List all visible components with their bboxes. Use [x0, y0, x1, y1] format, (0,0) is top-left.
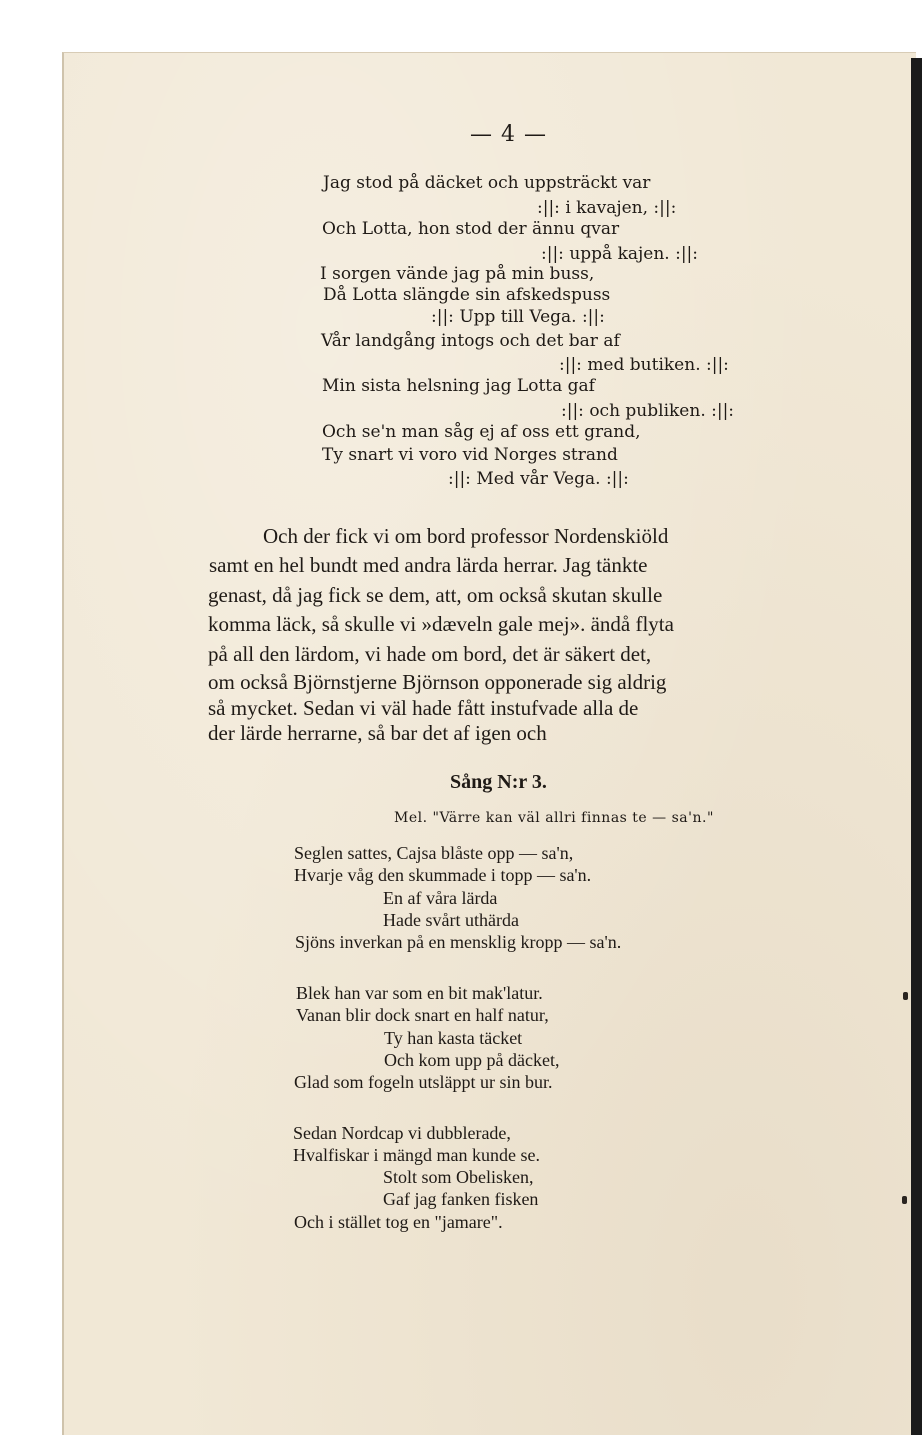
song-line: Seglen sattes, Cajsa blåste opp — sa'n, [294, 843, 574, 863]
poem-line: Och se'n man såg ej af oss ett grand, [322, 422, 641, 442]
poem-line: :||: Med vår Vega. :||: [448, 469, 629, 489]
page-edge-shadow [911, 58, 922, 1435]
prose-line: om också Björnstjerne Björnson opponerade sig aldrig [208, 670, 667, 694]
song-line: Gaf jag fanken fisken [383, 1189, 539, 1209]
song-title: Sång N:r 3. [450, 771, 547, 793]
song-line: Glad som fogeln utsläppt ur sin bur. [294, 1072, 553, 1092]
page-number: — 4 — [470, 122, 547, 147]
song-line: Blek han var som en bit mak'latur. [296, 983, 543, 1003]
song-line: Stolt som Obelisken, [383, 1167, 534, 1187]
song-line: Hade svårt uthärda [383, 910, 519, 930]
poem-line: Då Lotta slängde sin afskedspuss [323, 285, 611, 305]
song-line: Sjöns inverkan på en mensklig kropp — sa'n. [295, 932, 622, 952]
song-line: Hvarje våg den skummade i topp — sa'n. [294, 865, 592, 885]
prose-line: genast, då jag fick se dem, att, om också skutan skulle [208, 583, 663, 607]
poem-line: I sorgen vände jag på min buss, [320, 264, 595, 284]
song-line: Och kom upp på däcket, [384, 1050, 560, 1070]
song-line: Och i stället tog en "jamare". [294, 1212, 503, 1232]
poem-line: Vår landgång intogs och det bar af [321, 331, 620, 351]
poem-line: :||: Upp till Vega. :||: [431, 307, 605, 327]
song-line: Hvalfiskar i mängd man kunde se. [293, 1145, 540, 1165]
poem-line: Jag stod på däcket och uppsträckt var [323, 173, 651, 193]
melody-line: Mel. "Värre kan väl allri finnas te — sa'n." [394, 810, 714, 826]
prose-line: Och der fick vi om bord professor Nordenskiöld [263, 524, 669, 548]
prose-line: samt en hel bundt med andra lärda herrar. Jag tänkte [209, 553, 648, 577]
song-line: En af våra lärda [383, 888, 498, 908]
song-line: Sedan Nordcap vi dubblerade, [293, 1123, 511, 1143]
poem-line: :||: uppå kajen. :||: [541, 244, 699, 264]
poem-line: :||: med butiken. :||: [559, 355, 729, 375]
ink-speck [903, 992, 908, 1000]
prose-line: komma läck, så skulle vi »dæveln gale mej». ändå flyta [208, 612, 674, 636]
prose-line: på all den lärdom, vi hade om bord, det är säkert det, [208, 642, 652, 666]
poem-line: Och Lotta, hon stod der ännu qvar [322, 219, 620, 239]
poem-line: Min sista helsning jag Lotta gaf [322, 376, 595, 396]
prose-line: så mycket. Sedan vi väl hade fått instufvade alla de [208, 696, 639, 720]
prose-line: der lärde herrarne, så bar det af igen och [208, 721, 547, 745]
poem-line: :||: i kavajen, :||: [537, 198, 677, 218]
poem-line: :||: och publiken. :||: [561, 401, 735, 421]
ink-speck [902, 1196, 907, 1204]
poem-line: Ty snart vi voro vid Norges strand [322, 445, 618, 465]
song-line: Vanan blir dock snart en half natur, [296, 1005, 549, 1025]
song-line: Ty han kasta täcket [384, 1028, 523, 1048]
